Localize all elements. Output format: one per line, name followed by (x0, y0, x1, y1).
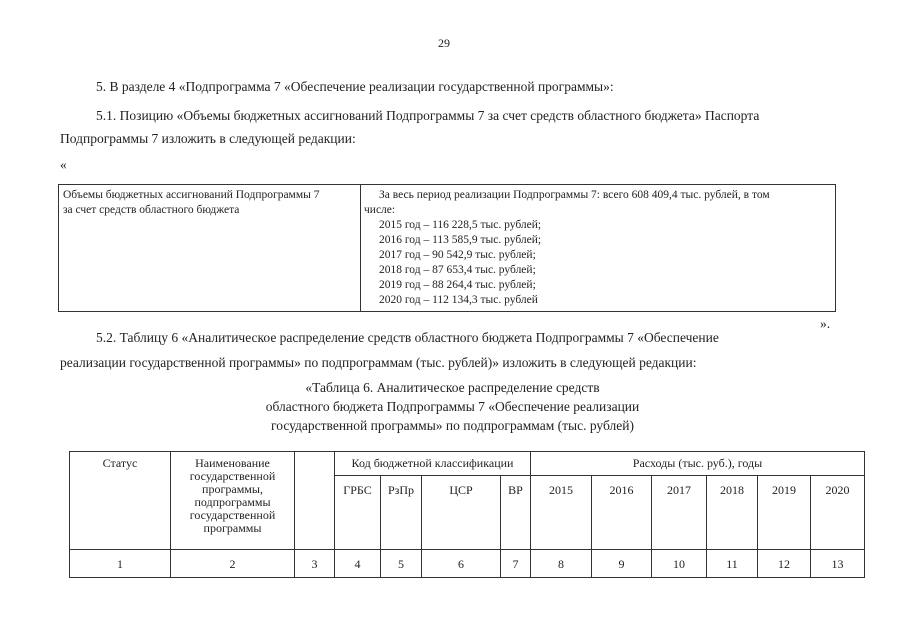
header-vr: ВР (508, 483, 523, 497)
header-expenses: Расходы (тыс. руб.), годы (632, 456, 763, 470)
paragraph-5-2-line-1: 5.2. Таблицу 6 «Аналитическое распределение средств областного бюджета Подпрограммы 7 «Обеспечение (96, 330, 719, 345)
header-year: 2019 (772, 483, 796, 497)
header-csr: ЦСР (449, 483, 473, 497)
column-number: 13 (831, 557, 844, 571)
right-cell-line-1: За весь период реализации Подпрограммы 7: всего 608 409,4 тыс. рублей, в том (379, 189, 770, 201)
column-number: 7 (512, 557, 519, 571)
table-title-line: государственной программы» по подпрограммам (тыс. рублей) (271, 418, 634, 433)
header-budget-code: Код бюджетной классификации (351, 456, 514, 470)
column-number: 12 (778, 557, 790, 571)
year-line: 2015 год – 116 228,5 тыс. рублей; (379, 219, 542, 231)
column-number: 3 (311, 557, 318, 571)
open-quote: « (60, 157, 67, 172)
column-number: 5 (398, 557, 404, 571)
year-line: 2017 год – 90 542,9 тыс. рублей; (379, 249, 536, 261)
table-title-line: областного бюджета Подпрограммы 7 «Обеспечение реализации (265, 399, 640, 414)
header-name-line: подпрограммы (194, 495, 271, 509)
header-name (171, 457, 294, 535)
header-name-line: Наименование (195, 456, 270, 470)
header-year: 2016 (609, 483, 634, 497)
column-number: 2 (229, 557, 236, 571)
budget-allocation-table (58, 184, 836, 312)
column-number: 11 (726, 557, 738, 571)
table-title-line: «Таблица 6. Аналитическое распределение средств (305, 380, 600, 395)
column-number: 6 (458, 557, 464, 571)
column-number: 1 (117, 557, 123, 571)
page-number: 29 (438, 36, 450, 50)
header-year: 2017 (667, 483, 691, 497)
left-cell-line-2: за счет средств областного бюджета (63, 204, 240, 216)
table-divider (360, 185, 361, 311)
column-number: 9 (618, 557, 625, 571)
column-number: 4 (354, 557, 361, 571)
year-line: 2020 год – 112 134,3 тыс. рублей (379, 294, 538, 306)
header-rzpr: РзПр (387, 483, 415, 497)
header-name-line: государственной (189, 508, 276, 522)
close-quote: ». (820, 316, 831, 331)
paragraph-5-1-line-1: 5.1. Позицию «Объемы бюджетных ассигнований Подпрограммы 7 за счет средств областного бюджета» Паспорта (96, 108, 760, 123)
paragraph-5-2-line-2: реализации государственной программы» по подпрограммам (тыс. рублей)» изложить в следующей редакции: (60, 355, 697, 370)
left-cell-line-1: Объемы бюджетных ассигнований Подпрограммы 7 (63, 189, 320, 201)
paragraph-5: 5. В разделе 4 «Подпрограмма 7 «Обеспечение реализации государственной программы»: (96, 79, 614, 94)
header-name-line: государственной (189, 469, 276, 483)
year-line: 2018 год – 87 653,4 тыс. рублей; (379, 264, 536, 276)
year-line: 2016 год – 113 585,9 тыс. рублей; (379, 234, 542, 246)
header-year: 2018 (720, 483, 744, 497)
right-cell-line-2: числе: (364, 204, 396, 216)
column-number: 8 (558, 557, 564, 571)
paragraph-5-1-line-2: Подпрограммы 7 изложить в следующей редакции: (60, 131, 356, 146)
header-status: Статус (102, 456, 138, 470)
header-year: 2015 (549, 483, 573, 497)
header-name-line: программы (203, 521, 262, 535)
header-grbs: ГРБС (343, 483, 372, 497)
year-line: 2019 год – 88 264,4 тыс. рублей; (379, 279, 536, 291)
header-year: 2020 (825, 483, 850, 497)
header-name-line: программы, (202, 482, 263, 496)
column-number: 10 (673, 557, 685, 571)
